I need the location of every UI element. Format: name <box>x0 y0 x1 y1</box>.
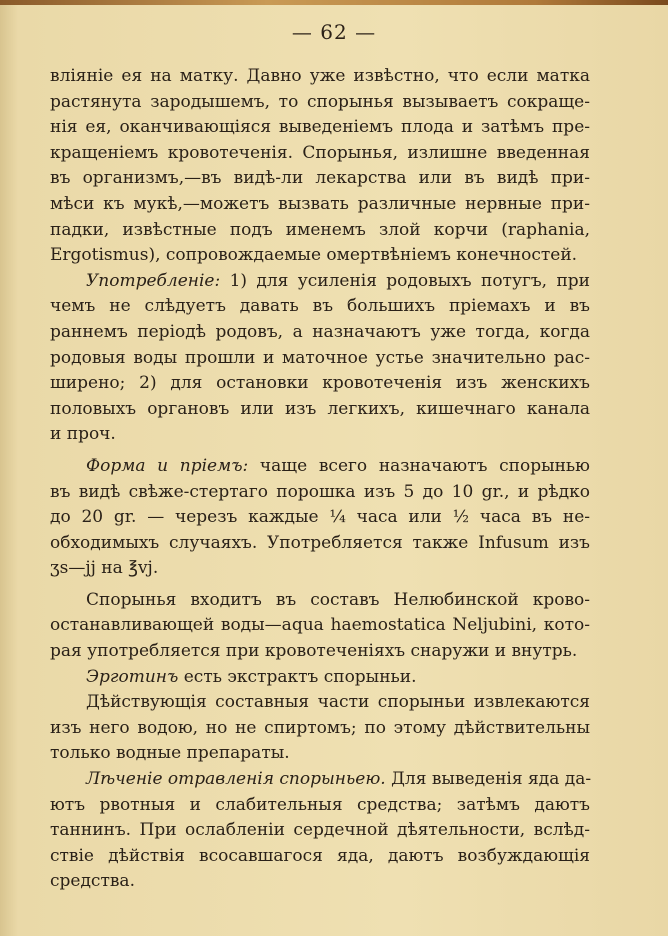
text-line: рая употребляется при кровотеченіяхъ снаружи и внутрь. <box>50 641 578 662</box>
text-line: вліяніе ея на матку. Давно уже извѣстно, что если матка <box>50 66 590 86</box>
text-line: средства. <box>50 871 135 892</box>
text-line <box>50 665 590 691</box>
text-line: Дѣйствующія составныя части спорыньи извлекаются <box>86 692 590 713</box>
text-line: только водные препараты. <box>50 743 290 764</box>
paragraph <box>50 454 590 582</box>
text-run: чаще всего назначаютъ спорынью <box>248 455 590 476</box>
text-line <box>50 454 590 480</box>
paragraph <box>50 588 590 665</box>
text-line: раннемъ періодѣ родовъ, а назначаютъ уже тогда, когда <box>50 321 590 342</box>
paragraph <box>50 665 590 691</box>
paragraph <box>50 64 590 269</box>
text-line: родовыя воды прошли и маточное устье значительно рас- <box>50 347 590 368</box>
text-line: Ergotismus), сопровождаемые омертвѣніемъ конечностей. <box>50 245 578 266</box>
text-line: кращеніемъ кровотеченія. Спорынья, излишне введенная <box>50 142 590 163</box>
text-run: есть экстрактъ спорыньи. <box>178 666 417 687</box>
text-line: нія ея, оканчивающіяся выведеніемъ плода и затѣмъ пре- <box>50 117 590 138</box>
text-line: Спорынья входитъ въ составъ Нелюбинской крово- <box>86 589 590 610</box>
text-line: таннинъ. При ослабленіи сердечной дѣятельности, вслѣд- <box>50 820 590 841</box>
body-text <box>50 64 590 895</box>
text-line: чемъ не слѣдуетъ давать въ большихъ пріемахъ и въ <box>50 296 590 317</box>
text-line: въ видѣ свѣже-стертаго порошка изъ 5 до 10 gr., и рѣдко <box>50 481 590 502</box>
text-line: изъ него водою, но не спиртомъ; по этому дѣйствительны <box>50 717 590 738</box>
text-line <box>50 269 590 295</box>
text-run: 1) для усиленія родовыхъ потугъ, при <box>220 270 590 291</box>
text-line: обходимыхъ случаяхъ. Употребляется также Infusum изъ <box>50 532 590 553</box>
text-line <box>50 767 590 793</box>
text-line: мѣси къ мукѣ,—можетъ вызвать различные нервные при- <box>50 193 590 214</box>
text-line: останавливающей воды—aqua haemostatica Neljubini, кото- <box>50 615 590 636</box>
text-line: падки, извѣстные подъ именемъ злой корчи (raphania, <box>50 219 590 240</box>
page-number: — 62 — <box>291 20 377 44</box>
text-line: половыхъ органовъ или изъ легкихъ, кишечнаго канала <box>50 398 590 419</box>
paragraph <box>50 690 590 767</box>
text-line: ʒs—jj на ℥vj. <box>50 558 159 579</box>
paragraph <box>50 269 590 448</box>
section-heading: Форма и пріемъ: <box>86 455 249 476</box>
text-line: растянута зародышемъ, то спорынья вызываетъ сокраще- <box>50 91 590 112</box>
text-line: въ организмъ,—въ видѣ-ли лекарства или въ видѣ при- <box>50 168 590 189</box>
section-heading: Лѣченіе отравленія спорыньею. <box>86 769 386 790</box>
paragraph <box>50 767 590 895</box>
page-top-edge <box>0 0 668 5</box>
text-line: до 20 gr. — черезъ каждые ¼ часа или ½ часа въ не- <box>50 507 590 528</box>
text-run: Для выведенія яда да- <box>385 769 592 790</box>
section-heading: Эрготинъ <box>86 666 179 687</box>
text-line: и проч. <box>50 424 116 445</box>
text-line: ширено; 2) для остановки кровотеченія изъ женскихъ <box>50 373 590 394</box>
text-line: ствіе дѣйствія всосавшагося яда, даютъ возбуждающія <box>50 845 590 866</box>
text-line: ютъ рвотныя и слабительныя средства; затѣмъ даютъ <box>50 794 590 815</box>
section-heading: Употребленіе: <box>86 270 221 291</box>
